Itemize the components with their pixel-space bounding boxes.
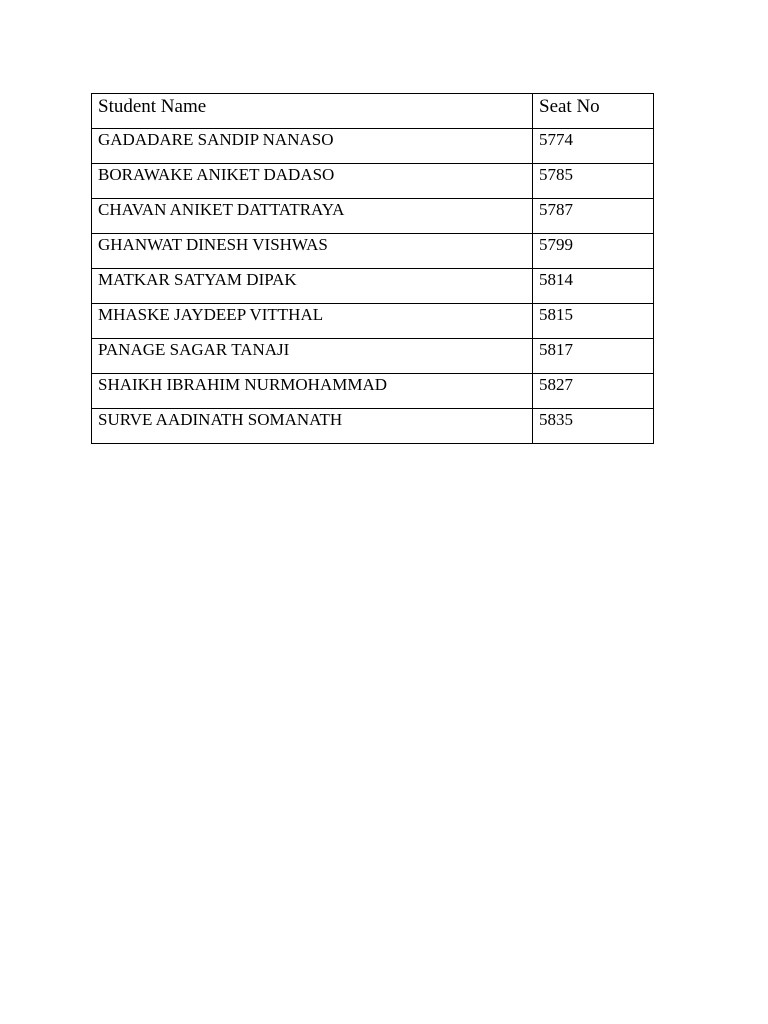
- student-name-cell: GADADARE SANDIP NANASO: [92, 129, 533, 164]
- table-row: [92, 304, 654, 339]
- table-header-row: [92, 94, 654, 129]
- student-name-cell: CHAVAN ANIKET DATTATRAYA: [92, 199, 533, 234]
- table-row: [92, 234, 654, 269]
- table-row: [92, 374, 654, 409]
- table-row: [92, 339, 654, 374]
- student-name-cell: SHAIKH IBRAHIM NURMOHAMMAD: [92, 374, 533, 409]
- student-name-cell: MHASKE JAYDEEP VITTHAL: [92, 304, 533, 339]
- student-name-cell: PANAGE SAGAR TANAJI: [92, 339, 533, 374]
- seat-no-cell: 5787: [533, 199, 654, 234]
- table-row: [92, 269, 654, 304]
- student-seat-table: [91, 93, 654, 444]
- seat-no-cell: 5799: [533, 234, 654, 269]
- header-seat-no: Seat No: [533, 94, 654, 129]
- table-row: [92, 129, 654, 164]
- student-name-cell: SURVE AADINATH SOMANATH: [92, 409, 533, 444]
- table-row: [92, 409, 654, 444]
- header-student-name: Student Name: [92, 94, 533, 129]
- seat-no-cell: 5785: [533, 164, 654, 199]
- table-row: [92, 199, 654, 234]
- student-name-cell: MATKAR SATYAM DIPAK: [92, 269, 533, 304]
- seat-no-cell: 5814: [533, 269, 654, 304]
- seat-no-cell: 5815: [533, 304, 654, 339]
- seat-no-cell: 5827: [533, 374, 654, 409]
- seat-no-cell: 5835: [533, 409, 654, 444]
- student-name-cell: GHANWAT DINESH VISHWAS: [92, 234, 533, 269]
- table-row: [92, 164, 654, 199]
- seat-no-cell: 5774: [533, 129, 654, 164]
- student-name-cell: BORAWAKE ANIKET DADASO: [92, 164, 533, 199]
- seat-no-cell: 5817: [533, 339, 654, 374]
